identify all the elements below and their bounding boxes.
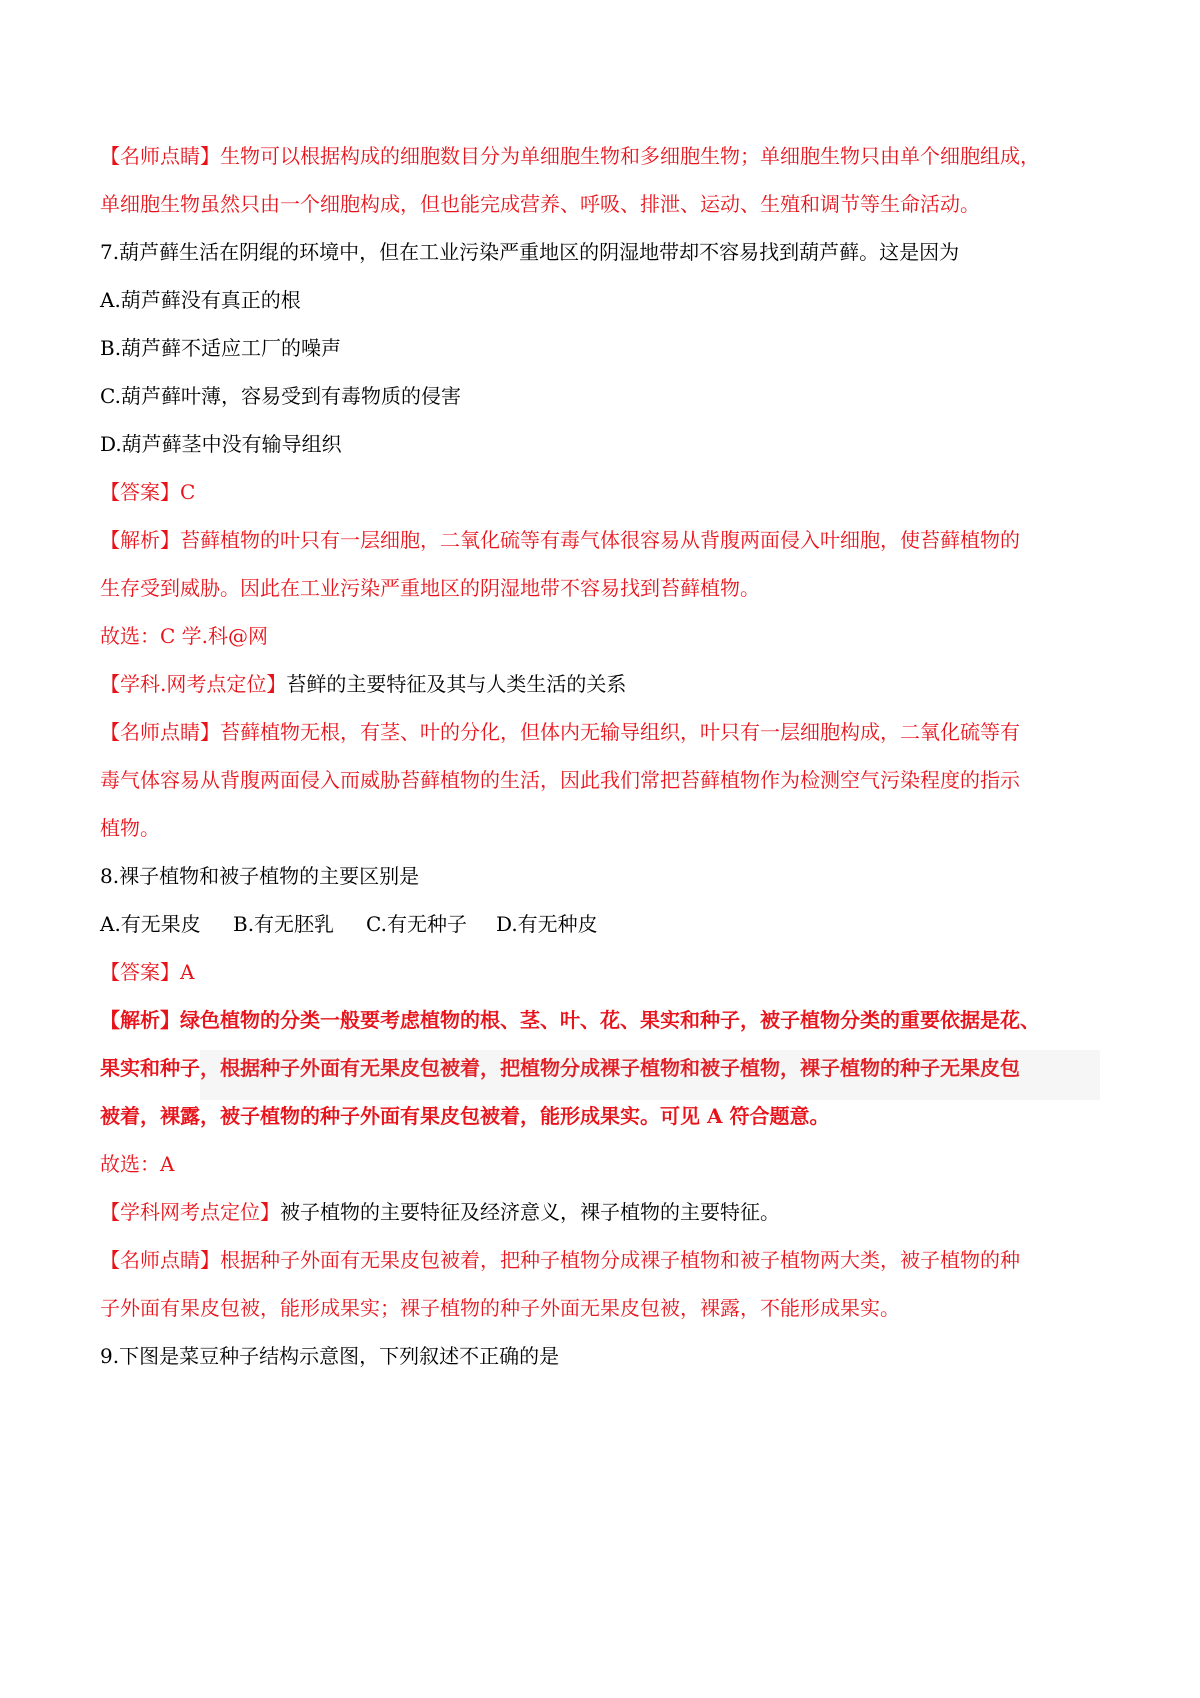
q8-option-a: A.有无果皮 [100,912,201,936]
q8-option-b: B.有无胚乳 [233,912,335,936]
q8-analysis-tag: 【解析】 [100,1008,180,1032]
q7-tip-text-1: 苔藓植物无根，有茎、叶的分化，但体内无输导组织，叶只有一层细胞构成，二氧化硫等有 [220,720,1020,744]
q7-option-a: A.葫芦藓没有真正的根 [100,288,301,312]
q8-kp-text: 被子植物的主要特征及经济意义，裸子植物的主要特征。 [280,1200,780,1224]
document-page [100,132,1110,1380]
q8-analysis-line-3: 被着，裸露，被子植物的种子外面有果皮包被着，能形成果实。可见 A 符合题意。 [100,1104,830,1128]
q7-analysis-line-2: 生存受到威胁。因此在工业污染严重地区的阴湿地带不容易找到苔藓植物。 [100,576,760,600]
q9-stem: 9.下图是菜豆种子结构示意图，下列叙述不正确的是 [100,1344,560,1368]
q7-option-b: B.葫芦藓不适应工厂的噪声 [100,336,342,360]
q8-tip-text-1: 根据种子外面有无果皮包被着，把种子植物分成裸子植物和被子植物两大类，被子植物的种 [220,1248,1020,1272]
q7-kp-tag: 【学科.网考点定位】 [100,672,287,696]
q6-tip-tag: 【名师点睛】 [100,144,220,168]
q8-stem: 8.裸子植物和被子植物的主要区别是 [100,864,420,888]
q8-tip-line-1 [100,1236,1110,1284]
q7-choice: 故选：C 学.科@网 [100,624,269,648]
q8-analysis-line-2: 果实和种子，根据种子外面有无果皮包被着，把植物分成裸子植物和被子植物，裸子植物的种子无果皮包 [100,1056,1020,1080]
q7-kp-text: 苔鲜的主要特征及其与人类生活的关系 [286,672,627,696]
q7-analysis-tag: 【解析】 [100,528,180,552]
q8-options [100,900,1110,948]
q7-tip-tag: 【名师点睛】 [100,720,220,744]
q8-analysis-text-1: 绿色植物的分类一般要考虑植物的根、茎、叶、花、果实和种子，被子植物分类的重要依据是花、 [180,1008,1040,1032]
q7-tip-line-1 [100,708,1110,756]
q8-answer-tag: 【答案】 [100,960,180,984]
q6-tip-text-1: 生物可以根据构成的细胞数目分为单细胞生物和多细胞生物；单细胞生物只由单个细胞组成， [220,144,1040,168]
q8-knowledge-point [100,1188,1110,1236]
q8-tip-tag: 【名师点睛】 [100,1248,220,1272]
q8-answer [100,948,1110,996]
q6-tip-line-2 [100,180,1110,228]
q8-analysis-line-1 [100,996,1110,1044]
q8-option-c: C.有无种子 [366,912,467,936]
q6-tip-line-1 [100,132,1110,180]
q7-analysis-line-1 [100,516,1110,564]
q6-tip-text-2: 单细胞生物虽然只由一个细胞构成，但也能完成营养、呼吸、排泄、运动、生殖和调节等生命活动。 [100,192,980,216]
q7-answer-tag: 【答案】 [100,480,180,504]
q7-option-d: D.葫芦藓茎中没有输导组织 [100,432,342,456]
q8-choice: 故选：A [100,1152,175,1176]
q7-option-c: C.葫芦藓叶薄，容易受到有毒物质的侵害 [100,384,461,408]
q8-kp-tag: 【学科网考点定位】 [100,1200,280,1224]
q7-stem: 7.葫芦藓生活在阴绲的环境中，但在工业污染严重地区的阴湿地带却不容易找到葫芦藓。这是因为 [100,240,960,264]
q8-tip-line-2: 子外面有果皮包被，能形成果实；裸子植物的种子外面无果皮包被，裸露，不能形成果实。 [100,1296,900,1320]
q7-answer-value: C [180,480,196,504]
q8-option-d: D.有无种皮 [496,912,598,936]
q7-answer [100,468,1110,516]
q7-knowledge-point [100,660,1110,708]
q7-analysis-text-1: 苔藓植物的叶只有一层细胞，二氧化硫等有毒气体很容易从背腹两面侵入叶细胞，使苔藓植物的 [180,528,1020,552]
q8-answer-value: A [180,960,195,984]
q7-tip-line-3: 植物。 [100,816,160,840]
q7-tip-line-2: 毒气体容易从背腹两面侵入而威胁苔藓植物的生活，因此我们常把苔藓植物作为检测空气污染程度的指示 [100,768,1020,792]
